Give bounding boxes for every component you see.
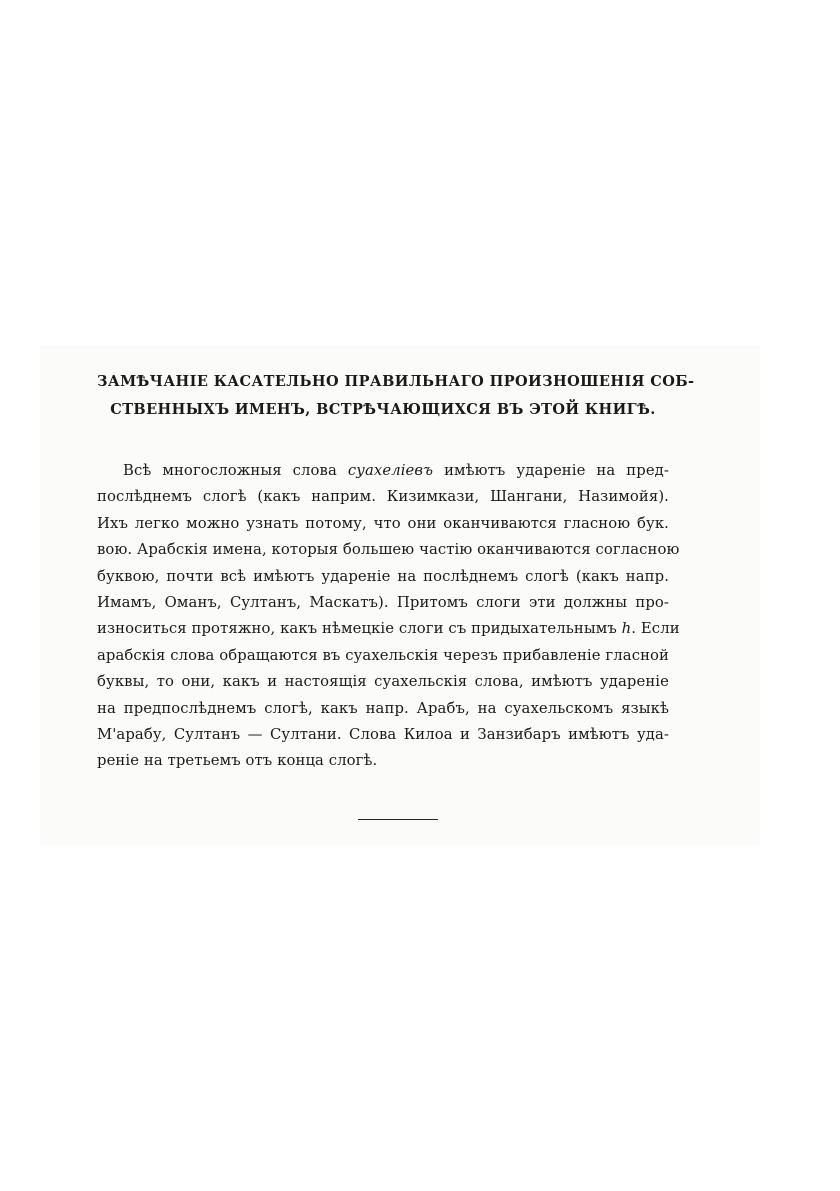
paragraph-line-10: на предпослѣднемъ слогѣ, какъ напр. Арабъ, на суахельскомъ языкѣ: [97, 699, 669, 717]
page-content: [97, 368, 695, 775]
paragraph-line-3: Ихъ легко можно узнать потому, что они оканчиваются гласною бук.: [97, 514, 669, 532]
italic-term: h: [621, 620, 632, 638]
paragraph-line-4: вою. Арабскія имена, которыя большею частію оканчиваются согласною: [97, 541, 680, 559]
section-heading: [97, 368, 695, 424]
text-segment: . Если: [631, 620, 680, 638]
italic-term: суахеліевъ: [347, 462, 434, 479]
paragraph-line-5: буквою, почти всѣ имѣютъ удареніе на послѣднемъ слогѣ (какъ напр.: [97, 567, 669, 585]
text-segment: износиться протяжно, какъ нѣмецкіе слоги съ придыхательнымъ: [97, 620, 622, 638]
heading-line-2: СТВЕННЫХЪ ИМЕНЪ, ВСТРѢЧАЮЩИХСЯ ВЪ ЭТОЙ КНИГѢ.: [110, 401, 656, 418]
paragraph-line-12: реніе на третьемъ отъ конца слогѣ.: [97, 752, 378, 770]
section-divider: [358, 819, 438, 820]
text-segment: Всѣ многосложныя слова: [123, 462, 348, 479]
paragraph-line-1: [97, 458, 669, 484]
body-paragraph: [97, 458, 680, 775]
paragraph-line-9: буквы, то они, какъ и настоящія суахельскія слова, имѣютъ удареніе: [97, 673, 669, 691]
heading-line-1: ЗАМѢЧАНІЕ КАСАТЕЛЬНО ПРАВИЛЬНАГО ПРОИЗНОШЕНІЯ СОБ-: [97, 373, 695, 390]
text-segment: имѣютъ удареніе на пред-: [433, 462, 669, 479]
paragraph-line-7: [97, 616, 680, 642]
paragraph-line-6: Имамъ, Оманъ, Султанъ, Маскатъ). Притомъ слоги эти должны про-: [97, 594, 669, 612]
paragraph-line-2: послѣднемъ слогѣ (какъ наприм. Кизимкази, Шангани, Назимойя).: [97, 488, 669, 506]
paragraph-line-8: арабскія слова обращаются въ суахельскія черезъ прибавленіе гласной: [97, 646, 670, 664]
paragraph-line-11: М'арабу, Султанъ — Султани. Слова Килоа и Занзибаръ имѣютъ уда-: [97, 726, 669, 744]
